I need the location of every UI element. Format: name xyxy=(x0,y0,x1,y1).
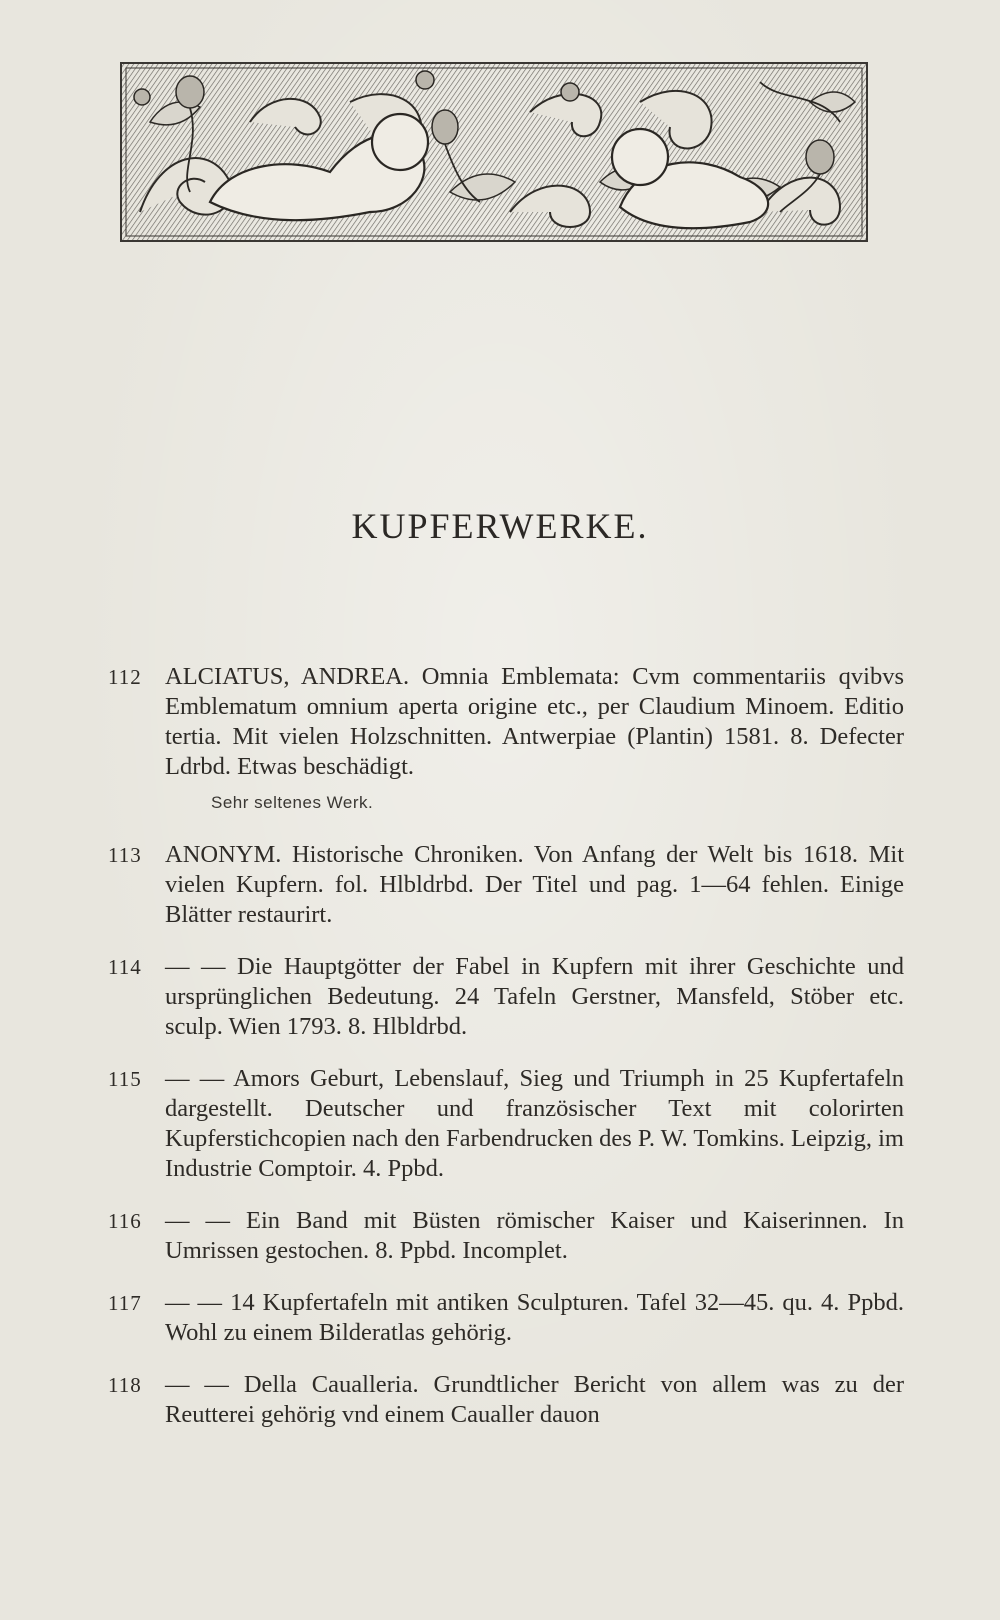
entry-note: Sehr seltenes Werk. xyxy=(211,793,374,812)
entry-text: — — Die Hauptgötter der Fabel in Kupfern mit ihrer Geschichte und ursprünglichen Bedeutung. 24 Tafeln Gerstner, Mansfeld, Stöber etc. sculp. Wien 1793. 8. Hlbldrbd. xyxy=(165,953,904,1040)
catalog-entry xyxy=(108,840,904,930)
catalog-entry xyxy=(108,1288,904,1348)
entry-number: 113 xyxy=(108,843,142,867)
entry-text: — — Della Caualleria. Grundtlicher Bericht von allem was zu der Reutterei gehörig vnd einem Caualler dauon xyxy=(165,1371,904,1428)
entry-text: — — 14 Kupfertafeln mit antiken Sculpturen. Tafel 32—45. qu. 4. Ppbd. Wohl zu einem Bilderatlas gehörig. xyxy=(165,1289,904,1346)
entry-number: 118 xyxy=(108,1373,142,1397)
catalog-entry xyxy=(108,1206,904,1266)
catalog-entry xyxy=(108,1064,904,1184)
entry-number: 117 xyxy=(108,1291,142,1315)
entry-text: — — Amors Geburt, Lebenslauf, Sieg und Triumph in 25 Kupfertafeln dargestellt. Deutscher und französischer Text mit colorirten Kupferstichcopien nach den Farbendrucken des P. W. Tomkins. Leipzig, im Industrie Comptoir. 4. Ppbd. xyxy=(165,1065,904,1182)
section-title: KUPFERWERKE. xyxy=(351,506,649,546)
entry-number: 115 xyxy=(108,1067,142,1091)
entry-number: 112 xyxy=(108,665,142,689)
entry-text: ALCIATUS, ANDREA. Omnia Emblemata: Cvm commentariis qvibvs Emblematum omnium aperta origine etc., per Claudium Minoem. Editio tertia. Mit vielen Holzschnitten. Antwerpiae (Plantin) 1581. 8. Defecter Ldrbd. Etwas beschädigt. xyxy=(165,663,904,780)
catalog-entry xyxy=(108,662,904,818)
entry-number: 114 xyxy=(108,955,142,979)
entry-text: — — Ein Band mit Büsten römischer Kaiser und Kaiserinnen. In Umrissen gestochen. 8. Ppbd. Incomplet. xyxy=(165,1207,904,1264)
entry-number: 116 xyxy=(108,1209,142,1233)
ornamental-headpiece xyxy=(120,62,868,242)
catalog-entries xyxy=(108,662,904,1452)
catalog-entry xyxy=(108,952,904,1042)
entry-text: ANONYM. Historische Chroniken. Von Anfang der Welt bis 1618. Mit vielen Kupfern. fol. Hlbldrbd. Der Titel und pag. 1—64 fehlen. Einige Blätter restaurirt. xyxy=(165,841,904,928)
lion-foliage-engraving-icon xyxy=(120,62,868,242)
catalog-entry xyxy=(108,1370,904,1430)
